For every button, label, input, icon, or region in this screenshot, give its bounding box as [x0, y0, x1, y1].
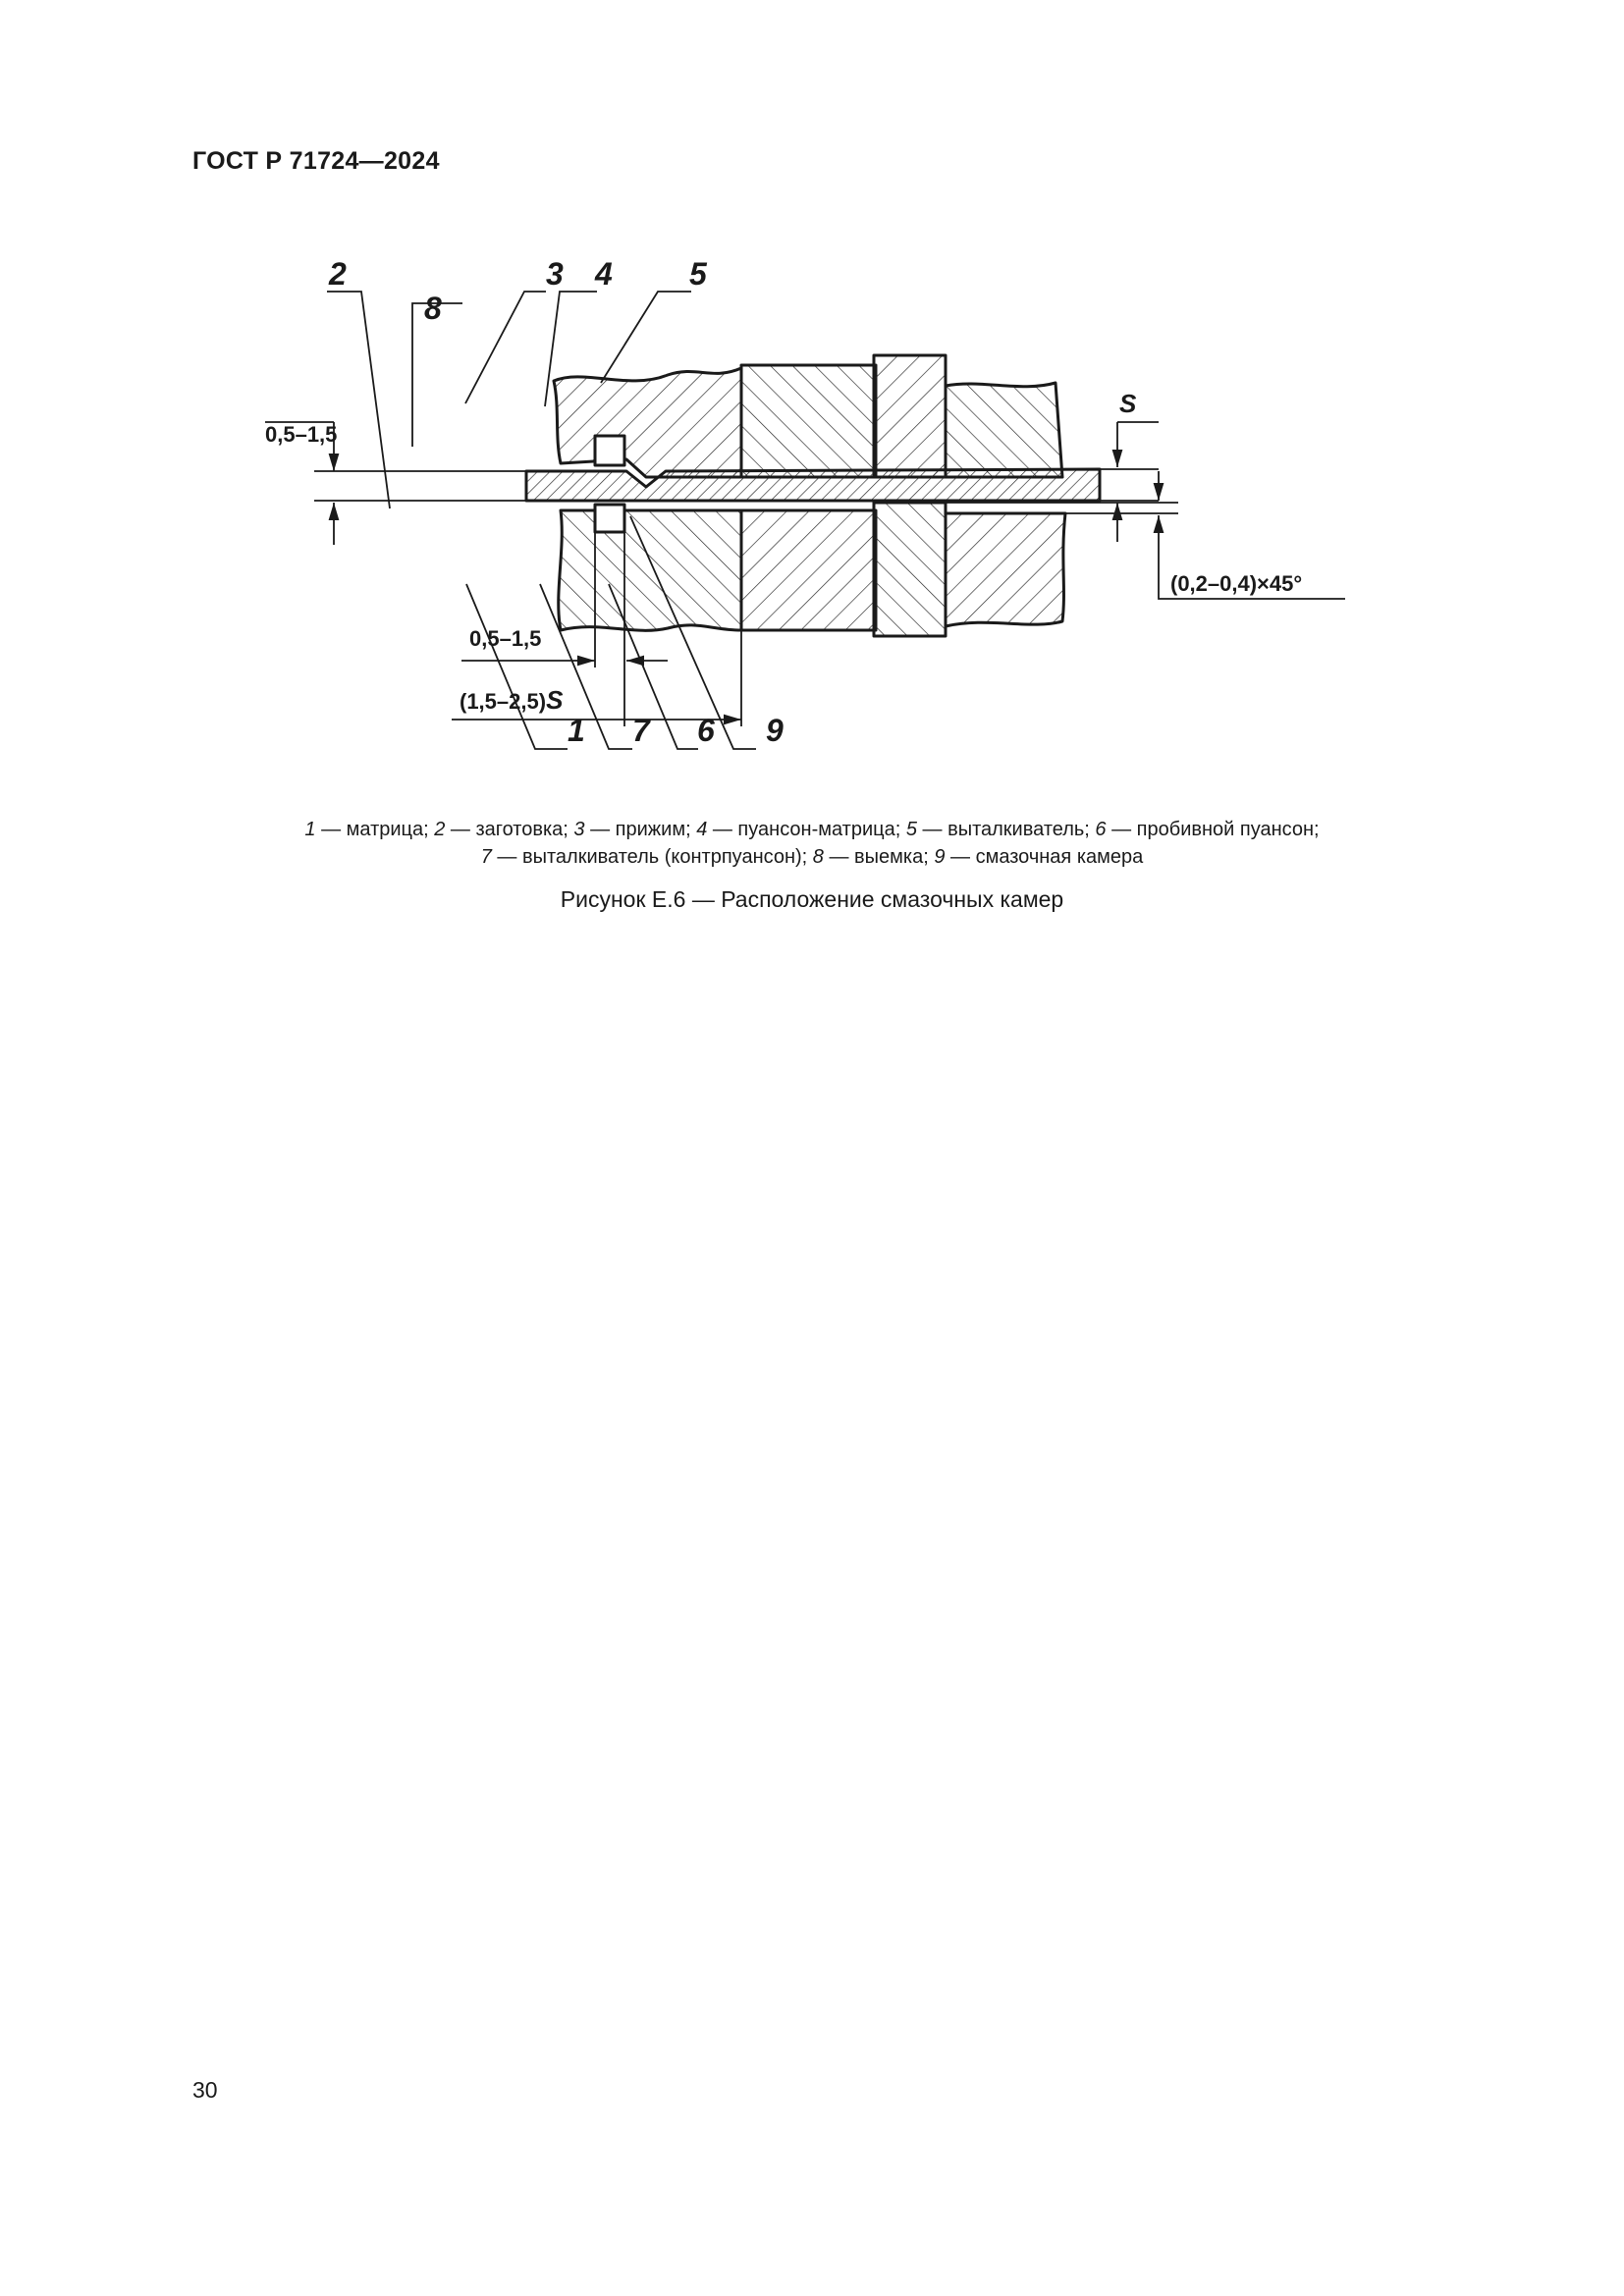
leader-5: [601, 292, 691, 383]
technical-drawing: [265, 236, 1355, 785]
leader-1: [466, 584, 568, 749]
label-7: 7: [632, 713, 650, 748]
dim-left-bottom: 0,5–1,5: [469, 626, 542, 651]
dim-left-top: 0,5–1,5: [265, 422, 338, 447]
part-counter-punch: [741, 510, 876, 630]
label-8: 8: [424, 291, 442, 326]
part-clamp: [554, 368, 741, 477]
label-6: 6: [697, 713, 715, 748]
label-9: 9: [766, 713, 784, 748]
recess-upper: [595, 436, 624, 465]
part-punch-die: [741, 365, 876, 477]
part-die: [559, 510, 741, 630]
part-right-lower: [946, 513, 1065, 626]
label-3: 3: [546, 256, 564, 292]
legend-line-2: 7 — выталкиватель (контрпуансон); 8 — выемка; 9 — смазочная камера: [480, 846, 1144, 868]
label-5: 5: [689, 256, 707, 292]
figure-caption: Рисунок Е.6 — Расположение смазочных камер: [560, 886, 1064, 912]
dim-s: S: [1119, 389, 1137, 418]
document-header: ГОСТ Р 71724—2024: [192, 147, 440, 175]
label-2: 2: [329, 256, 347, 292]
part-piercing-punch: [874, 503, 946, 636]
figure-drawing: [265, 236, 1355, 785]
label-1: 1: [568, 713, 585, 748]
recess-lower: [595, 505, 624, 532]
part-blank: [526, 469, 1100, 501]
leader-3: [465, 292, 546, 403]
legend-line-1: 1 — матрица; 2 — заготовка; 3 — прижим; 4 — пуансон-матрица; 5 — выталкиватель; 6 — пробивной пуансон;: [304, 819, 1320, 840]
dim-bottom: (1,5–2,5)S: [460, 685, 564, 715]
part-ejector: [874, 355, 946, 477]
page-number: 30: [192, 2077, 218, 2103]
part-right-upper: [946, 383, 1062, 477]
dim-chamfer: (0,2–0,4)×45°: [1170, 571, 1303, 596]
leader-2: [327, 292, 390, 508]
label-4: 4: [595, 256, 613, 292]
